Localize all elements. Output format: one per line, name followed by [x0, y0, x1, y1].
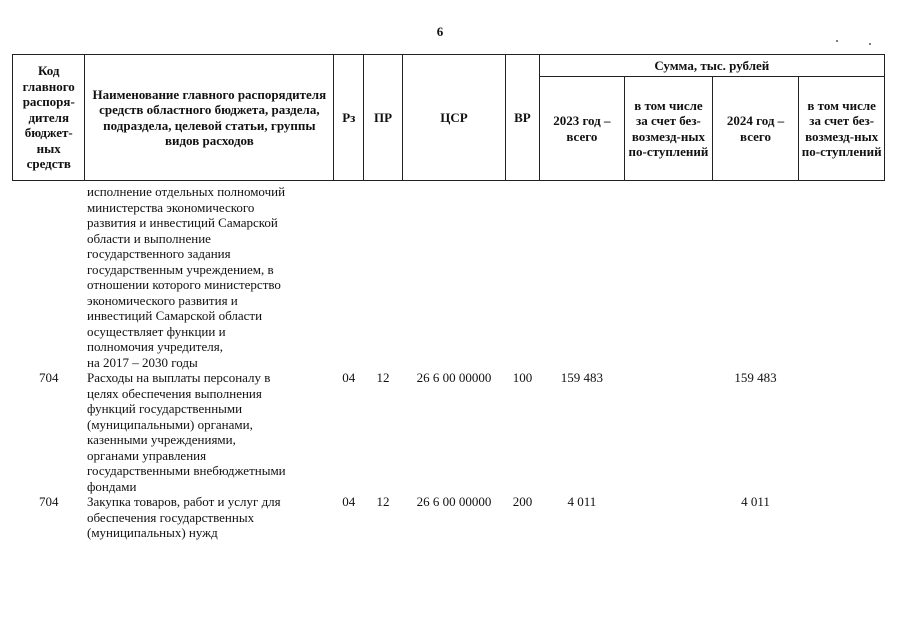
name-line: экономического развития и: [86, 292, 238, 308]
page-number: 6: [436, 24, 444, 39]
name-line: области и выполнение: [86, 230, 211, 246]
name-line: Закупка товаров, работ и услуг для: [86, 494, 281, 509]
sum-2023-free-cell: [625, 494, 713, 541]
table-row: [13, 181, 885, 371]
pr-cell: [364, 181, 402, 371]
name-cell: [85, 370, 334, 494]
name-line: обеспечения государственных: [86, 509, 255, 525]
name-cell: [85, 494, 334, 541]
sum-2024-free-cell: [799, 494, 885, 541]
name-line: фондами: [86, 478, 137, 494]
name-line: государственными внебюджетными: [86, 463, 286, 478]
table-body: [13, 181, 885, 541]
header-2024-total: 2024 год – всего: [712, 77, 799, 181]
vr-cell: 100: [512, 370, 533, 385]
name-line: органами управления: [86, 447, 207, 463]
name-line: Расходы на выплаты персоналу в: [86, 370, 271, 385]
header-2023-total: 2023 год – всего: [539, 77, 625, 181]
name-line: развития и инвестиций Самарской: [86, 215, 278, 230]
name-line: казенными учреждениями,: [86, 432, 236, 447]
header-rz: Рз: [334, 55, 364, 181]
budget-table: [12, 54, 885, 541]
header-vr: ВР: [506, 55, 539, 181]
table-row: [13, 370, 885, 494]
header-2023-free: в том числе за счет без-возмезд-ных по-ступлений: [625, 77, 713, 181]
sum-2024-free-cell: [799, 181, 885, 371]
name-line: осуществляет функции и: [86, 323, 226, 339]
name-cell: [85, 181, 334, 371]
table-row: [13, 494, 885, 541]
csr-cell: 26 6 00 00000: [416, 370, 492, 385]
pr-cell: 12: [376, 370, 390, 385]
sum-2023-total-cell: [539, 181, 625, 371]
name-line: (муниципальных) нужд: [86, 525, 218, 540]
code-cell: 704: [38, 494, 59, 509]
scan-speck: [869, 43, 871, 45]
name-line: государственным учреждением, в: [86, 261, 274, 277]
name-line: на 2017 – 2030 годы: [86, 354, 198, 370]
vr-cell: [506, 181, 539, 371]
header-code: Код главного распоря-дителя бюджет-ных средств: [13, 55, 85, 181]
code-cell: [13, 181, 85, 371]
sum-2024-free-cell: [799, 370, 885, 494]
name-line: исполнение отдельных полномочий: [86, 184, 286, 199]
rz-cell: [334, 181, 364, 371]
sum-2023-free-cell: [625, 181, 713, 371]
rz-cell: 04: [342, 494, 356, 509]
sum-2024-total-cell: [712, 181, 799, 371]
header-pr: ПР: [364, 55, 402, 181]
name-line: инвестиций Самарской области: [86, 308, 263, 323]
sum-2023-free-cell: [625, 370, 713, 494]
vr-cell: 200: [512, 494, 533, 509]
scan-speck: [836, 40, 838, 42]
code-cell: 704: [38, 370, 59, 385]
sum-2023-total-cell: 159 483: [560, 370, 603, 385]
header-sum: Сумма, тыс. рублей: [539, 55, 884, 77]
name-line: министерства экономического: [86, 199, 255, 215]
name-line: государственного задания: [86, 246, 231, 261]
csr-cell: [402, 181, 506, 371]
header-2024-free: в том числе за счет без-возмезд-ных по-ступлений: [799, 77, 885, 181]
name-line: функций государственными: [86, 401, 243, 416]
pr-cell: 12: [376, 494, 390, 509]
sum-2023-total-cell: 4 011: [567, 494, 597, 509]
csr-cell: 26 6 00 00000: [416, 494, 492, 509]
name-line: отношении которого министерство: [86, 277, 281, 292]
header-name: Наименование главного распорядителя средств областного бюджета, раздела, подраздела, целевой статьи, группы видов расходов: [85, 55, 334, 181]
name-line: полномочия учредителя,: [86, 339, 223, 354]
sum-2024-total-cell: 159 483: [734, 370, 777, 385]
header-csr: ЦСР: [402, 55, 506, 181]
rz-cell: 04: [342, 370, 356, 385]
name-line: (муниципальными) органами,: [86, 416, 253, 432]
name-line: целях обеспечения выполнения: [86, 385, 262, 401]
sum-2024-total-cell: 4 011: [741, 494, 770, 509]
